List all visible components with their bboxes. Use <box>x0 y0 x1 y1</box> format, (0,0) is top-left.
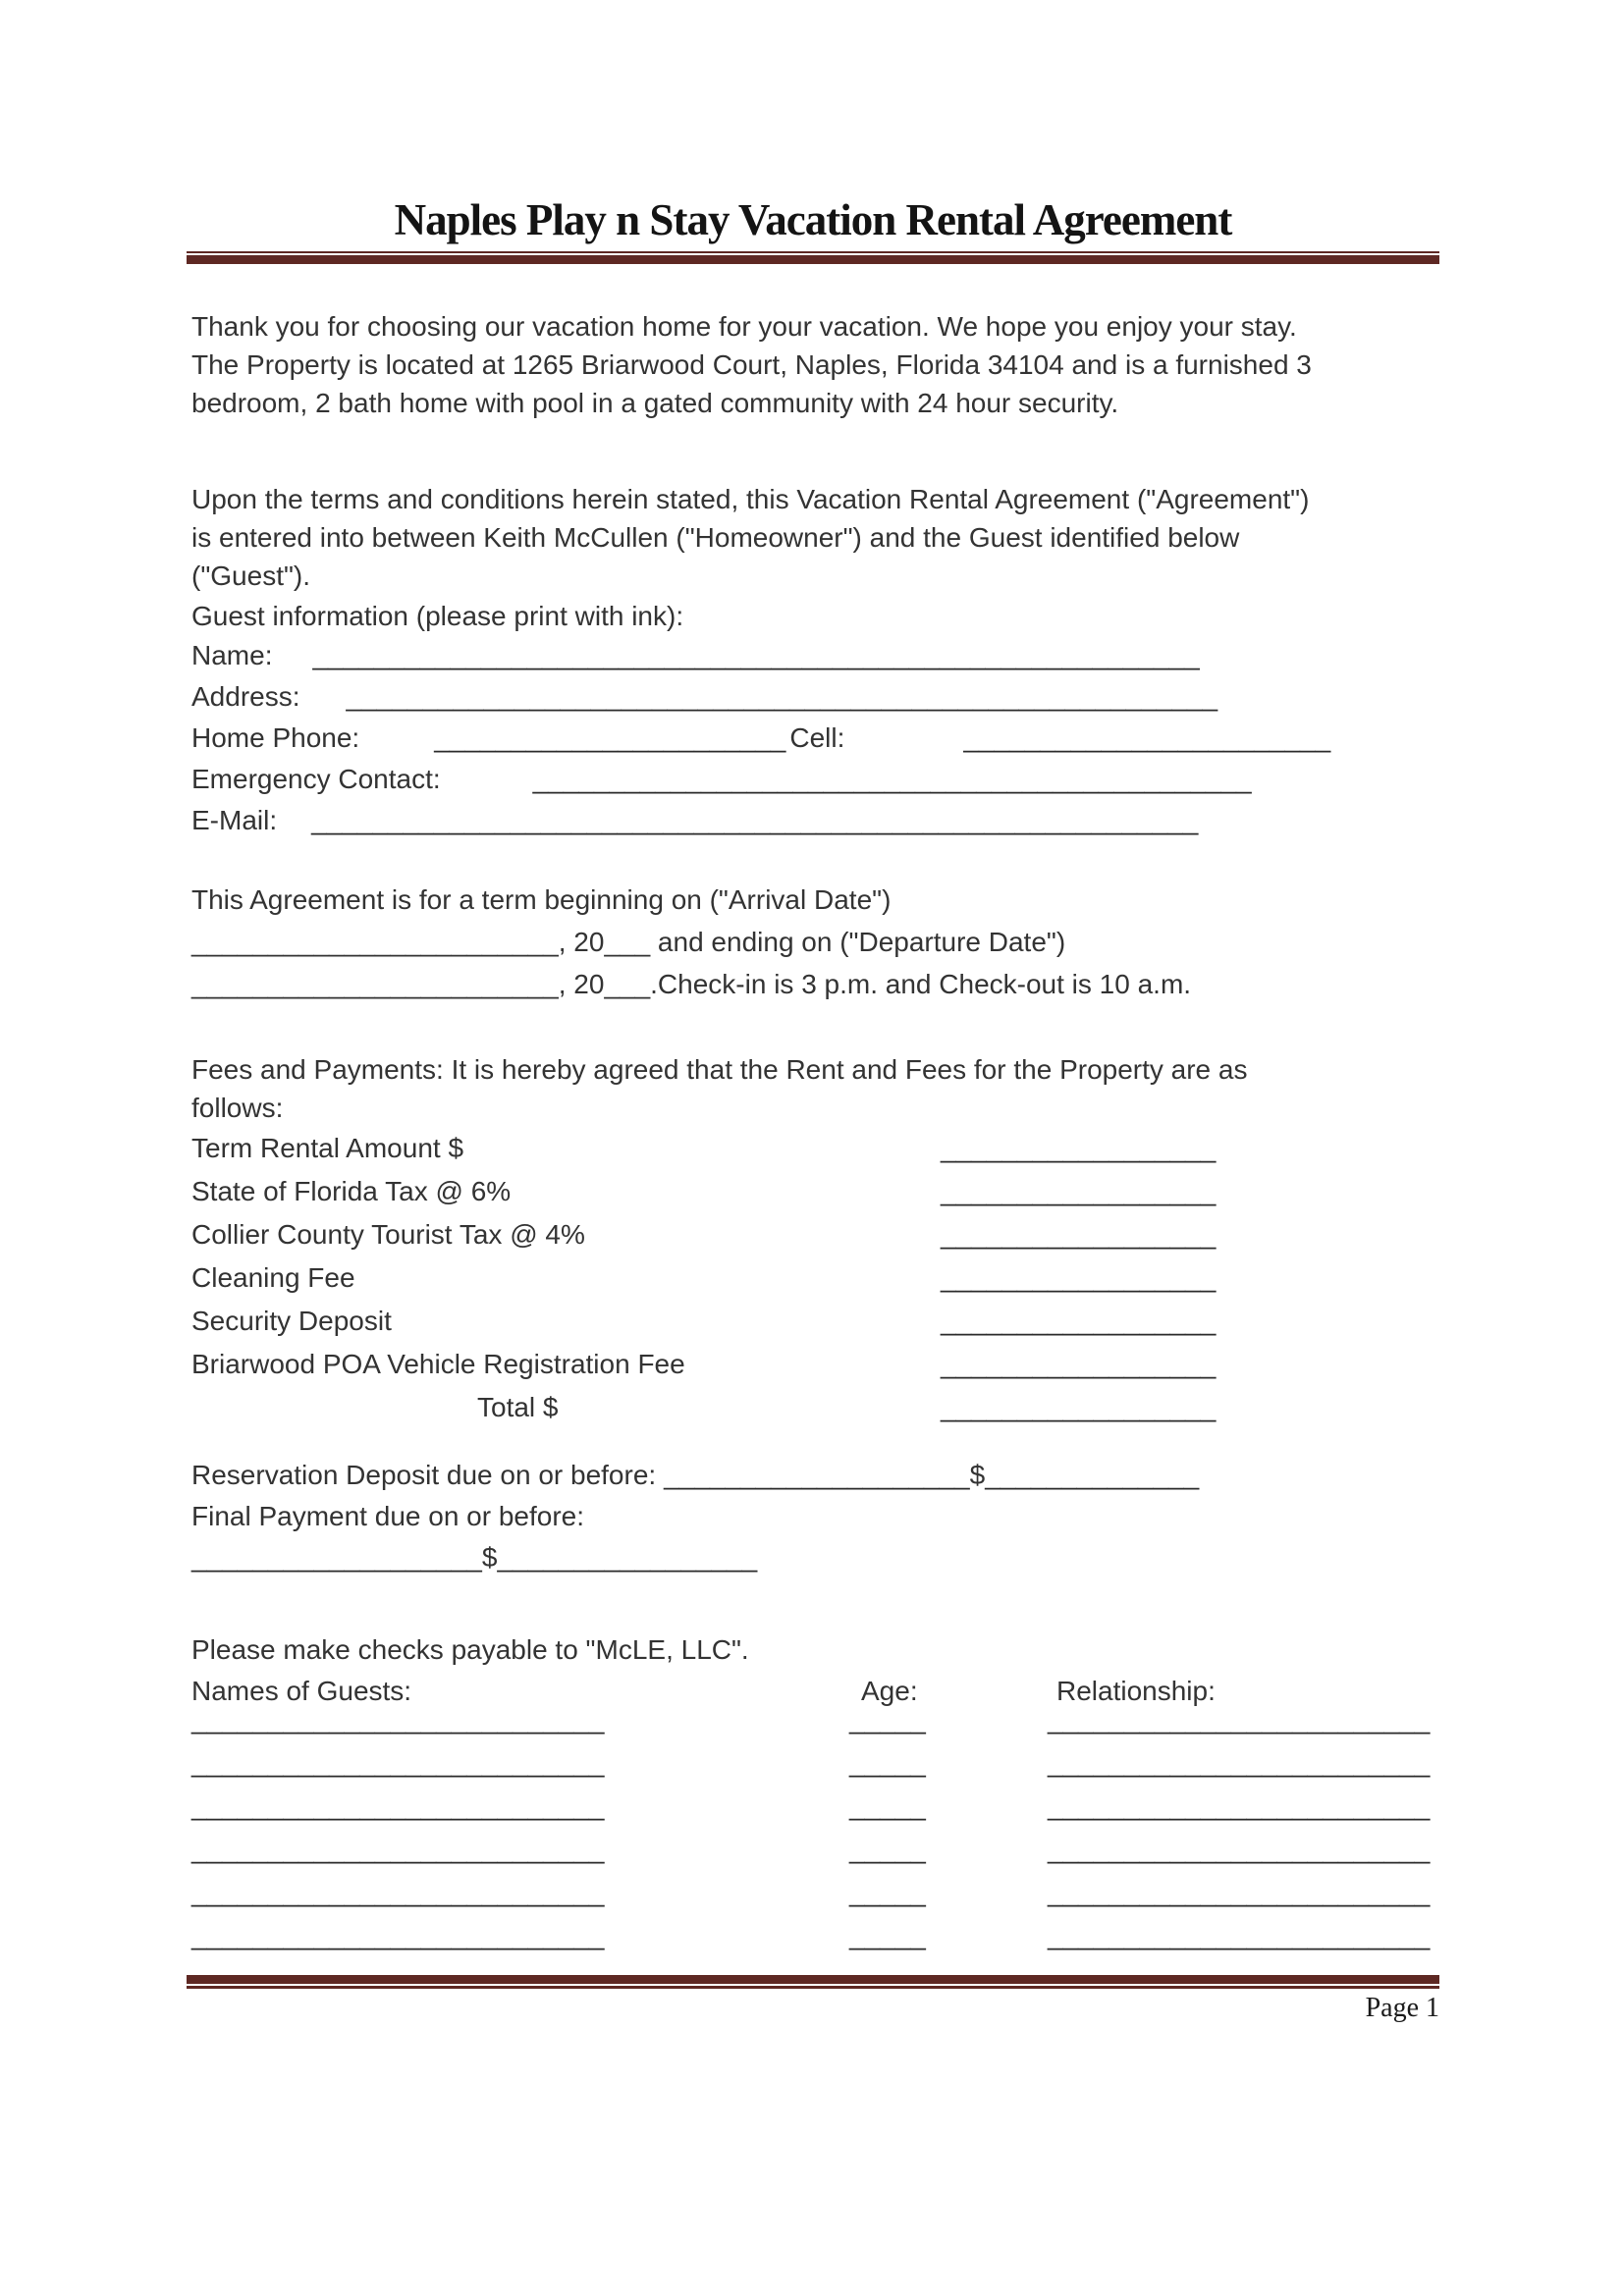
guest-list-row <box>187 1871 1439 1914</box>
final-amount-blank-line: _________________ <box>497 1542 758 1573</box>
guest-list-row <box>187 1698 1439 1741</box>
relationship-header: Relationship: <box>1056 1676 1216 1706</box>
fees-intro-line: Fees and Payments: It is hereby agreed that the Rent and Fees for the Property are as <box>191 1054 1248 1085</box>
home-phone-blank-line: _______________________ <box>434 722 786 753</box>
email-label: E-Mail: <box>191 805 278 835</box>
reservation-amount-blank-line: ______________ <box>985 1460 1200 1490</box>
guest-age-blank-line: _____ <box>849 1877 926 1907</box>
emergency-blank-line: _______________________________________________ <box>532 764 1252 794</box>
guest-list-rows <box>187 1698 1439 1957</box>
fee-blank-line: __________________ <box>941 1219 1217 1250</box>
fee-blank-line: __________________ <box>941 1392 1217 1422</box>
total-label: Total $ <box>477 1392 559 1422</box>
guest-relationship-blank-line: _________________________ <box>1048 1877 1431 1907</box>
dollar-sign: $ <box>481 1542 498 1573</box>
agreement-paragraph <box>187 480 1439 595</box>
final-payment-row <box>191 1496 1439 1537</box>
fees-table <box>187 1127 1439 1429</box>
guest-info-fields <box>187 635 1439 841</box>
fee-blank-line: __________________ <box>941 1306 1217 1336</box>
guest-list-row <box>187 1741 1439 1785</box>
fee-blank-line: __________________ <box>941 1349 1217 1379</box>
fees-intro <box>187 1050 1439 1127</box>
guest-relationship-blank-line: _________________________ <box>1048 1790 1431 1821</box>
fees-intro-line: follows: <box>191 1093 284 1123</box>
checks-payable-note: Please make checks payable to "McLE, LLC". <box>191 1634 749 1665</box>
guest-name-blank-line: ___________________________ <box>191 1747 605 1778</box>
fee-row-tourist-tax <box>187 1213 1439 1256</box>
guest-name-blank-line: ___________________________ <box>191 1790 605 1821</box>
guest-list-row <box>187 1785 1439 1828</box>
home-phone-label: Home Phone: <box>191 722 360 753</box>
fee-row-vehicle-registration <box>187 1343 1439 1386</box>
reservation-date-blank-line: ____________________ <box>664 1460 970 1490</box>
agreement-line: Upon the terms and conditions herein stated, this Vacation Rental Agreement ("Agreement") <box>191 484 1310 514</box>
fee-label: Term Rental Amount $ <box>191 1133 464 1163</box>
guest-age-blank-line: _____ <box>849 1920 926 1950</box>
fee-label: Collier County Tourist Tax @ 4% <box>191 1219 585 1250</box>
fee-row-total <box>187 1386 1439 1429</box>
dollar-sign: $ <box>969 1460 986 1490</box>
term-departure-line: ________________________, 20___.Check-in is 3 p.m. and Check-out is 10 a.m. <box>191 969 1192 999</box>
divider-thick-bar <box>187 1975 1439 1984</box>
emergency-contact-label: Emergency Contact: <box>191 764 441 794</box>
emergency-field-row <box>191 759 1439 800</box>
term-arrival-line: ________________________, 20___ and ending on ("Departure Date") <box>191 927 1066 957</box>
address-blank-line: _________________________________________________________ <box>346 681 1218 712</box>
guest-relationship-blank-line: _________________________ <box>1048 1834 1431 1864</box>
guest-name-blank-line: ___________________________ <box>191 1834 605 1864</box>
intro-line: Thank you for choosing our vacation home for your vacation. We hope you enjoy your stay. <box>191 311 1297 342</box>
fee-row-security-deposit <box>187 1300 1439 1343</box>
fee-label: State of Florida Tax @ 6% <box>191 1176 512 1206</box>
agreement-line: ("Guest"). <box>191 561 311 591</box>
final-payment-blank-row <box>191 1537 1439 1578</box>
fee-label: Briarwood POA Vehicle Registration Fee <box>191 1349 685 1379</box>
divider-thick-bar <box>187 255 1439 264</box>
address-label: Address: <box>191 681 300 712</box>
guest-age-blank-line: _____ <box>849 1790 926 1821</box>
payment-section <box>187 1455 1439 1578</box>
agreement-line: is entered into between Keith McCullen ("Homeowner") and the Guest identified below <box>191 522 1240 553</box>
cell-label: Cell: <box>789 722 845 753</box>
email-field-row <box>191 800 1439 841</box>
names-of-guests-header: Names of Guests: <box>191 1676 412 1706</box>
cell-blank-line: ________________________ <box>963 722 1331 753</box>
name-blank-line: __________________________________________________________ <box>312 640 1200 670</box>
fee-row-term-rental <box>187 1127 1439 1170</box>
guest-list-row <box>187 1828 1439 1871</box>
title-divider-rule <box>187 251 1439 264</box>
fee-row-florida-tax <box>187 1170 1439 1213</box>
final-payment-label: Final Payment due on or before: <box>191 1501 585 1531</box>
reservation-deposit-row <box>191 1455 1439 1496</box>
term-section <box>187 879 1439 1005</box>
guest-name-blank-line: ___________________________ <box>191 1704 605 1735</box>
guest-relationship-blank-line: _________________________ <box>1048 1920 1431 1950</box>
intro-line: bedroom, 2 bath home with pool in a gated community with 24 hour security. <box>191 388 1119 418</box>
guest-relationship-blank-line: _________________________ <box>1048 1747 1431 1778</box>
guest-name-blank-line: ___________________________ <box>191 1920 605 1950</box>
intro-paragraph <box>187 307 1439 422</box>
intro-line: The Property is located at 1265 Briarwood Court, Naples, Florida 34104 and is a furnished 3 <box>191 349 1312 380</box>
guest-age-blank-line: _____ <box>849 1834 926 1864</box>
page-title: Naples Play n Stay Vacation Rental Agreement <box>394 195 1232 244</box>
name-field-row <box>191 635 1439 676</box>
fee-blank-line: __________________ <box>941 1262 1217 1293</box>
guest-name-blank-line: ___________________________ <box>191 1877 605 1907</box>
guest-info-heading: Guest information (please print with ink): <box>191 601 684 631</box>
fee-blank-line: __________________ <box>941 1133 1217 1163</box>
phone-field-row <box>191 718 1439 759</box>
term-line: This Agreement is for a term beginning on ("Arrival Date") <box>191 884 892 915</box>
fee-blank-line: __________________ <box>941 1176 1217 1206</box>
guest-list-row <box>187 1914 1439 1957</box>
guest-age-blank-line: _____ <box>849 1704 926 1735</box>
guest-relationship-blank-line: _________________________ <box>1048 1704 1431 1735</box>
fee-label: Cleaning Fee <box>191 1262 355 1293</box>
guest-age-blank-line: _____ <box>849 1747 926 1778</box>
fee-label: Security Deposit <box>191 1306 392 1336</box>
fee-row-cleaning <box>187 1256 1439 1300</box>
final-date-blank-line: ___________________ <box>191 1542 482 1573</box>
age-header: Age: <box>861 1676 918 1706</box>
page-content <box>187 0 1439 2026</box>
name-label: Name: <box>191 640 273 670</box>
footer-divider-rule <box>187 1975 1439 1989</box>
address-field-row <box>191 676 1439 718</box>
page-number: Page 1 <box>1365 1993 1439 2023</box>
divider-thin-line <box>187 1986 1439 1989</box>
email-blank-line: __________________________________________________________ <box>311 805 1199 835</box>
reservation-deposit-label: Reservation Deposit due on or before: <box>191 1460 657 1490</box>
